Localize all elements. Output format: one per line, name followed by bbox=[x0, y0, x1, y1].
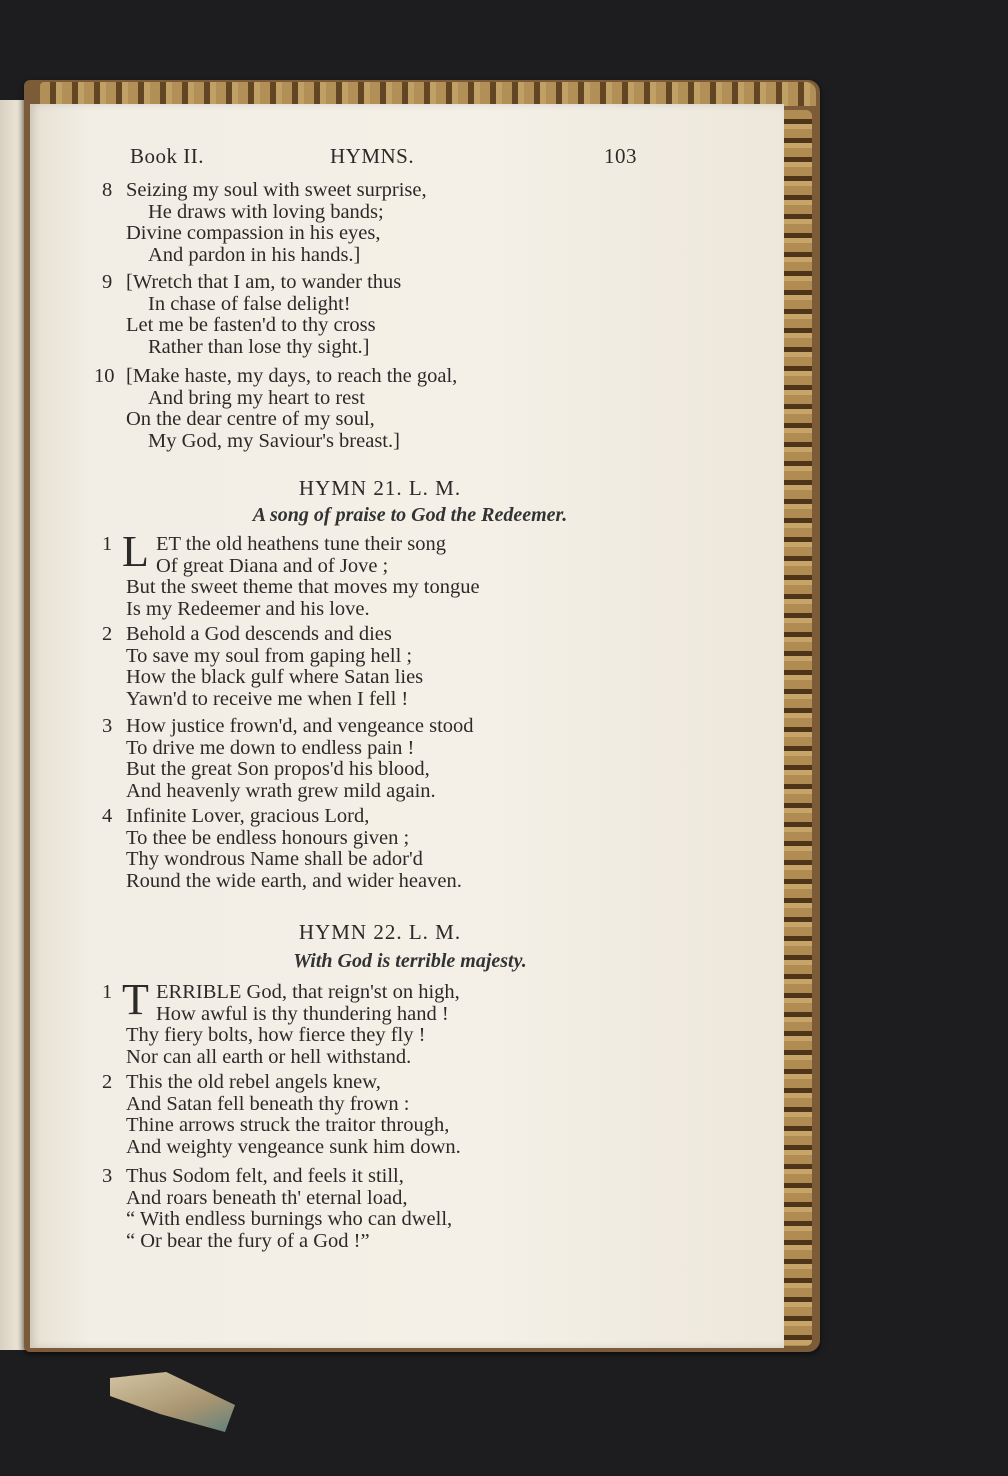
stanza-number: 10 bbox=[94, 365, 115, 387]
verse-line: But the sweet theme that moves my tongue bbox=[126, 576, 480, 598]
verse-line: ET the old heathens tune their song bbox=[156, 533, 446, 555]
verse-line: [Wretch that I am, to wander thus bbox=[126, 271, 402, 293]
verse-line: Seizing my soul with sweet surprise, bbox=[126, 179, 427, 201]
stanza-10 bbox=[94, 365, 458, 452]
hymn-21-stanza-3 bbox=[102, 715, 474, 802]
verse-line: How justice frown'd, and vengeance stood bbox=[126, 715, 474, 737]
stanza-number: 9 bbox=[102, 271, 113, 293]
hymn-21-title: HYMN 21. L. M. bbox=[298, 476, 462, 500]
verse-line: Thus Sodom felt, and feels it still, bbox=[126, 1165, 404, 1187]
drop-cap: T bbox=[122, 975, 149, 1024]
hymn-21-stanza-2 bbox=[102, 623, 424, 710]
verse-line: How awful is thy thundering hand ! bbox=[156, 1002, 449, 1025]
running-head-title: HYMNS. bbox=[330, 144, 415, 168]
verse-line: And Satan fell beneath thy frown : bbox=[126, 1092, 410, 1115]
book-page bbox=[30, 104, 784, 1348]
hymn-22-stanza-3 bbox=[102, 1165, 453, 1252]
verse-line: This the old rebel angels knew, bbox=[126, 1071, 381, 1093]
verse-line: Thy fiery bolts, how fierce they fly ! bbox=[126, 1024, 426, 1046]
verse-line: And heavenly wrath grew mild again. bbox=[126, 779, 436, 802]
verse-line: Let me be fasten'd to thy cross bbox=[126, 314, 376, 336]
hymn-21-subtitle: A song of praise to God the Redeemer. bbox=[252, 504, 568, 526]
stanza-number: 4 bbox=[102, 805, 113, 827]
verse-line: He draws with loving bands; bbox=[148, 200, 384, 223]
hymn-21-stanza-4 bbox=[102, 805, 462, 892]
verse-line: ERRIBLE God, that reign'st on high, bbox=[156, 981, 460, 1003]
verse-line: To drive me down to endless pain ! bbox=[126, 736, 415, 759]
stanza-number: 8 bbox=[102, 179, 113, 201]
page-number: 103 bbox=[604, 144, 637, 168]
hymn-22-stanza-2 bbox=[102, 1071, 461, 1158]
stanza-number: 3 bbox=[102, 1165, 113, 1187]
verse-line: Nor can all earth or hell withstand. bbox=[126, 1045, 412, 1068]
verse-line: On the dear centre of my soul, bbox=[126, 408, 375, 430]
hymn-22-title: HYMN 22. L. M. bbox=[298, 920, 462, 944]
verse-line: And bring my heart to rest bbox=[148, 386, 365, 409]
verse-line: To thee be endless honours given ; bbox=[126, 826, 410, 849]
stanza-8 bbox=[102, 179, 427, 266]
cover-gilt-top-border bbox=[40, 82, 816, 106]
verse-line: And pardon in his hands.] bbox=[148, 243, 361, 266]
stanza-number: 2 bbox=[102, 623, 113, 645]
verse-line: Infinite Lover, gracious Lord, bbox=[126, 805, 370, 827]
verse-line: Thy wondrous Name shall be ador'd bbox=[126, 848, 423, 870]
cover-gilt-side-border bbox=[782, 110, 812, 1346]
verse-line: Behold a God descends and dies bbox=[126, 623, 392, 645]
hymn-22-subtitle: With God is terrible majesty. bbox=[293, 950, 527, 972]
verse-line: Yawn'd to receive me when I fell ! bbox=[126, 687, 409, 710]
drop-cap: L bbox=[122, 527, 149, 576]
verse-line: And weighty vengeance sunk him down. bbox=[126, 1135, 461, 1158]
verse-line: Divine compassion in his eyes, bbox=[126, 222, 381, 244]
hymn-21-stanza-1 bbox=[102, 527, 480, 620]
verse-line: Rather than lose thy sight.] bbox=[148, 335, 370, 358]
verse-line: [Make haste, my days, to reach the goal, bbox=[126, 365, 458, 387]
verse-line: “ With endless burnings who can dwell, bbox=[126, 1208, 453, 1230]
stanza-number: 3 bbox=[102, 715, 113, 737]
verse-line: In chase of false delight! bbox=[148, 292, 351, 315]
running-head-book: Book II. bbox=[130, 144, 204, 168]
verse-line: How the black gulf where Satan lies bbox=[126, 666, 424, 688]
verse-line: To save my soul from gaping hell ; bbox=[126, 644, 413, 667]
verse-line: “ Or bear the fury of a God !” bbox=[126, 1229, 370, 1252]
stanza-number: 2 bbox=[102, 1071, 113, 1093]
verse-line: Of great Diana and of Jove ; bbox=[156, 554, 389, 577]
verse-line: Is my Redeemer and his love. bbox=[126, 597, 370, 620]
verse-line: Round the wide earth, and wider heaven. bbox=[126, 869, 462, 892]
stanza-9 bbox=[102, 271, 402, 358]
hymn-22-stanza-1 bbox=[102, 975, 460, 1068]
verse-line: But the great Son propos'd his blood, bbox=[126, 758, 430, 780]
stanza-number: 1 bbox=[102, 981, 113, 1003]
verse-line: My God, my Saviour's breast.] bbox=[148, 429, 400, 452]
page-content bbox=[30, 104, 784, 1348]
verse-line: Thine arrows struck the traitor through, bbox=[126, 1114, 450, 1136]
stanza-number: 1 bbox=[102, 533, 113, 555]
bookmark-ribbon bbox=[110, 1372, 235, 1432]
verse-line: And roars beneath th' eternal load, bbox=[126, 1186, 408, 1209]
